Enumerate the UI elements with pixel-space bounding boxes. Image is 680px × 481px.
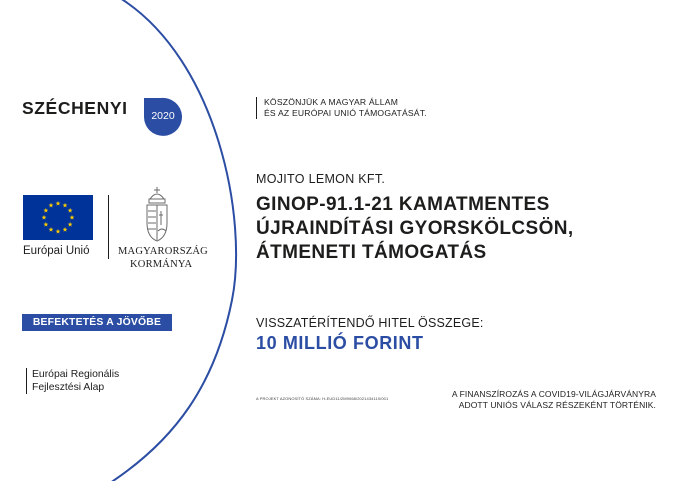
project-title-line: ÁTMENETI TÁMOGATÁS: [256, 242, 487, 263]
thanks-line: ÉS AZ EURÓPAI UNIÓ TÁMOGATÁSÁT.: [264, 108, 427, 118]
project-id: A PROJEKT AZONOSÍTÓ SZÁMA: H-EUD11/2M9068/2021434110/001: [256, 396, 389, 401]
project-title-line: ÚJRAINDÍTÁSI GYORSKÖLCSÖN,: [256, 218, 574, 239]
investment-banner: BEFEKTETÉS A JÖVŐBE: [22, 314, 172, 331]
hungarian-coat-of-arms-icon: [140, 185, 174, 243]
logo-divider: [108, 195, 109, 259]
thanks-line: KÖSZÖNJÜK A MAGYAR ÁLLAM: [264, 97, 399, 107]
company-name: MOJITO LEMON KFT.: [256, 172, 386, 186]
funding-line: ADOTT UNIÓS VÁLASZ RÉSZEKÉNT TÖRTÉNIK.: [458, 399, 656, 410]
hungary-government-line2: KORMÁNYA: [130, 259, 193, 270]
funding-note: [400, 389, 656, 410]
szechenyi-year: 2020: [151, 110, 175, 122]
fund-line: Európai Regionális: [32, 369, 120, 380]
szechenyi-wordmark: SZÉCHENYI: [22, 98, 128, 118]
szechenyi-2020-logo: [22, 94, 192, 148]
loan-amount-label: VISSZATÉRÍTENDŐ HITEL ÖSSZEGE:: [256, 316, 484, 330]
eu-label: Európai Unió: [23, 245, 90, 257]
location-pin-icon: [140, 94, 196, 150]
project-title-line: GINOP-91.1-21 KAMATMENTES: [256, 194, 550, 215]
loan-amount-value: 10 MILLIÓ FORINT: [256, 333, 424, 353]
eu-flag-icon: [23, 195, 93, 240]
hungary-government-line1: MAGYARORSZÁG: [118, 246, 208, 257]
fund-line: Fejlesztési Alap: [32, 382, 105, 393]
thanks-text: [256, 97, 427, 119]
project-title: [256, 193, 574, 265]
fund-label: [26, 368, 119, 394]
funding-line: A FINANSZÍROZÁS A COVID19-VILÁGJÁRVÁNYRA: [451, 389, 656, 399]
